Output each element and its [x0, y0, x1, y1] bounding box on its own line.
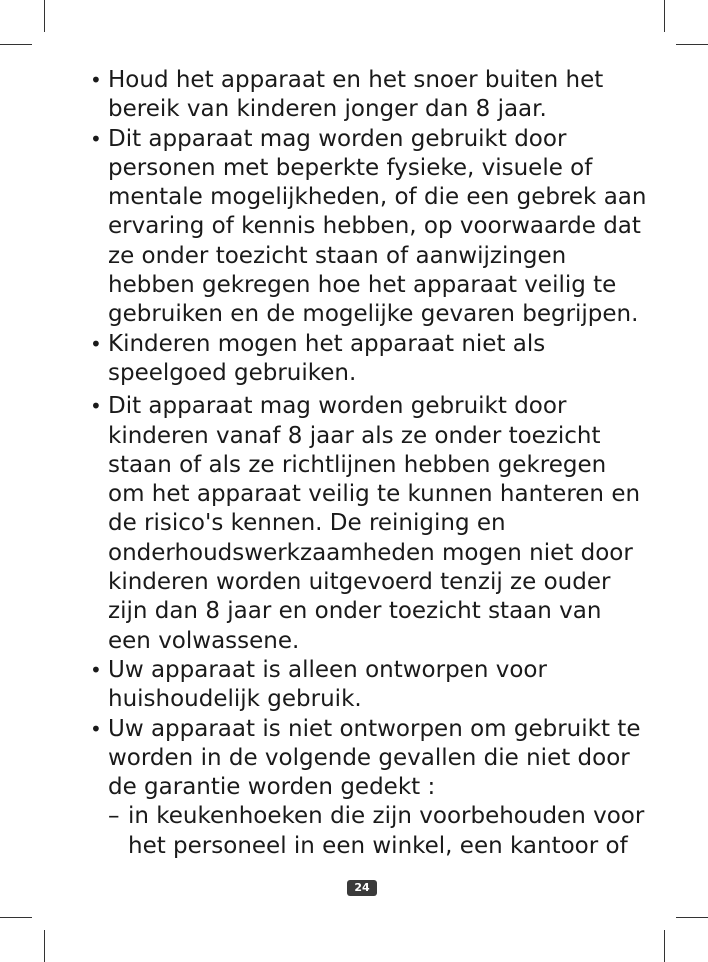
list-item [88, 715, 648, 803]
crop-mark-top-left-vertical [44, 0, 45, 32]
bullet-icon: • [90, 716, 102, 741]
list-item [88, 392, 648, 656]
bullet-icon: • [90, 394, 102, 419]
sub-list-item [108, 802, 648, 861]
dash-icon: – [108, 803, 120, 830]
list-item-text: Uw apparaat is niet ontworpen om gebruikt te worden in de volgende gevallen die niet door de garantie worden gedekt : [108, 715, 641, 801]
list-item-text: Dit apparaat mag worden gebruikt door kinderen vanaf 8 jaar als ze onder toezicht staan of als ze richtlijnen hebben gekregen om het apparaat veilig te kunnen hanteren en de risico's kennen. De reiniging en onderhoudswerkzaamheden mogen niet door kinderen worden uitgevoerd tenzij ze ouder zijn dan 8 jaar en onder toezicht staan van een volwassene. [108, 393, 641, 654]
bullet-icon: • [90, 126, 102, 151]
list-item-text: Uw apparaat is alleen ontworpen voor huishoudelijk gebruik. [108, 656, 547, 713]
bullet-icon: • [90, 657, 102, 682]
list-item [88, 330, 648, 389]
safety-instructions [88, 66, 648, 861]
list-item [88, 125, 648, 330]
page-number: 24 [347, 880, 377, 896]
crop-mark-bottom-left-horizontal [0, 917, 32, 918]
crop-mark-top-right-horizontal [676, 44, 708, 45]
crop-mark-top-left-horizontal [0, 44, 32, 45]
list-item [88, 656, 648, 715]
crop-mark-bottom-left-vertical [44, 930, 45, 962]
list-item [88, 66, 648, 125]
crop-mark-top-right-vertical [664, 0, 665, 32]
crop-mark-bottom-right-horizontal [676, 917, 708, 918]
sub-list-item-text: in keukenhoeken die zijn voorbehouden voor het personeel in een winkel, een kantoor of [128, 803, 645, 859]
bullet-icon: • [90, 331, 102, 356]
list-item-text: Dit apparaat mag worden gebruikt door personen met beperkte fysieke, visuele of mentale mogelijkheden, of die een gebrek aan ervaring of kennis hebben, op voorwaarde dat ze onder toezicht staan of aanwijzingen hebben gekregen hoe het apparaat veilig te gebruiken en de mogelijke gevaren begrijpen. [108, 125, 647, 328]
crop-mark-bottom-right-vertical [664, 930, 665, 962]
list-item-text: Kinderen mogen het apparaat niet als speelgoed gebruiken. [108, 330, 546, 386]
bullet-icon: • [90, 68, 102, 92]
list-item-text: Houd het apparaat en het snoer buiten het bereik van kinderen jonger dan 8 jaar. [108, 67, 604, 123]
